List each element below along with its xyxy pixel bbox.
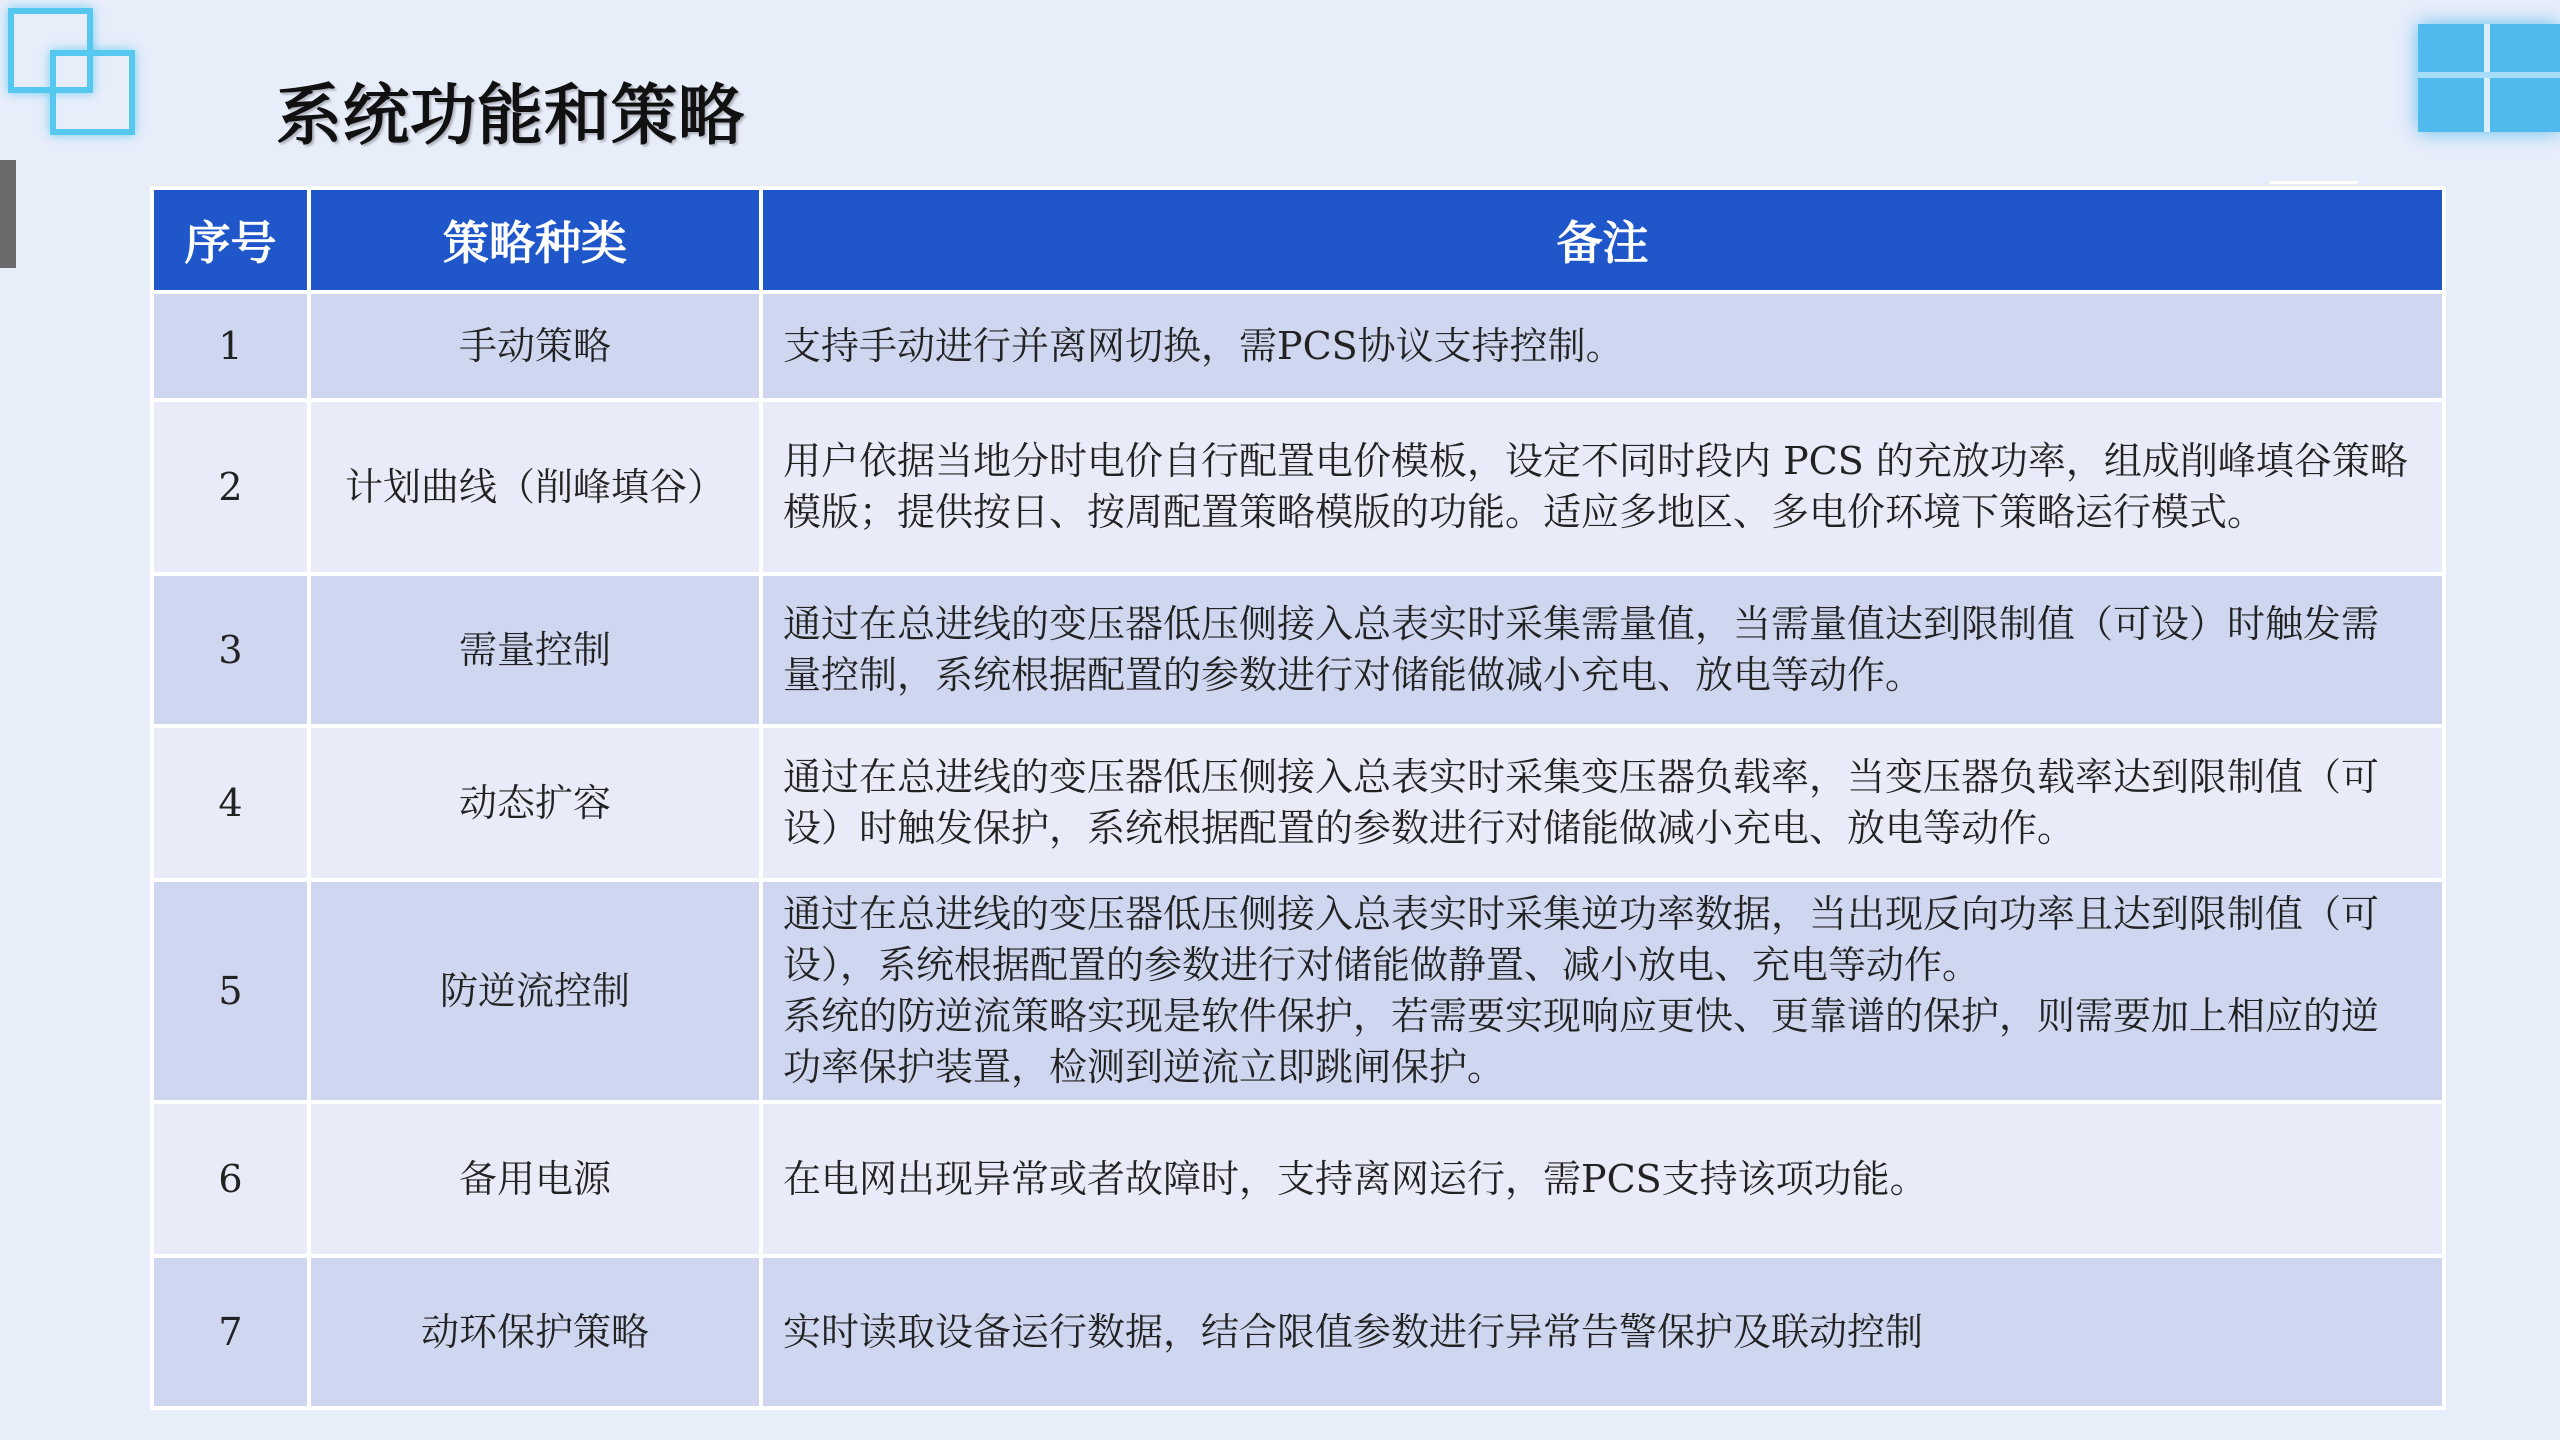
strategy-table <box>150 186 2446 1410</box>
row-note: 通过在总进线的变压器低压侧接入总表实时采集变压器负载率，当变压器负载率达到限制值（可设）时触发保护，系统根据配置的参数进行对储能做减小充电、放电等动作。 <box>761 726 2444 880</box>
row-index: 2 <box>152 400 309 574</box>
row-note: 支持手动进行并离网切换，需PCS协议支持控制。 <box>761 292 2444 400</box>
page-title: 系统功能和策略 <box>276 77 745 154</box>
header-index: 序号 <box>152 188 309 292</box>
row-index: 1 <box>152 292 309 400</box>
table-row <box>152 726 2444 880</box>
table-row <box>152 1256 2444 1408</box>
row-strategy-type: 防逆流控制 <box>309 880 761 1102</box>
table-row <box>152 574 2444 726</box>
row-note: 在电网出现异常或者故障时，支持离网运行，需PCS支持该项功能。 <box>761 1102 2444 1256</box>
row-note: 通过在总进线的变压器低压侧接入总表实时采集需量值，当需量值达到限制值（可设）时触发需量控制，系统根据配置的参数进行对储能做减小充电、放电等动作。 <box>761 574 2444 726</box>
table-row <box>152 1102 2444 1256</box>
left-accent-bar <box>0 160 16 268</box>
row-index: 5 <box>152 880 309 1102</box>
table-row <box>152 292 2444 400</box>
row-strategy-type: 备用电源 <box>309 1102 761 1256</box>
decorative-corner-block <box>2418 24 2560 132</box>
row-index: 3 <box>152 574 309 726</box>
row-strategy-type: 需量控制 <box>309 574 761 726</box>
row-index: 7 <box>152 1256 309 1408</box>
header-strategy-type: 策略种类 <box>309 188 761 292</box>
decorative-divider <box>2418 72 2560 78</box>
decorative-divider <box>2484 24 2490 132</box>
row-strategy-type: 手动策略 <box>309 292 761 400</box>
decorative-line <box>2270 181 2358 184</box>
row-index: 4 <box>152 726 309 880</box>
row-strategy-type: 计划曲线（削峰填谷） <box>309 400 761 574</box>
table-row <box>152 400 2444 574</box>
row-index: 6 <box>152 1102 309 1256</box>
decorative-squares-logo <box>8 8 148 148</box>
table-header-row <box>152 188 2444 292</box>
row-strategy-type: 动态扩容 <box>309 726 761 880</box>
row-note: 实时读取设备运行数据，结合限值参数进行异常告警保护及联动控制 <box>761 1256 2444 1408</box>
row-note: 用户依据当地分时电价自行配置电价模板，设定不同时段内 PCS 的充放功率，组成削峰填谷策略模版；提供按日、按周配置策略模版的功能。适应多地区、多电价环境下策略运行模式。 <box>761 400 2444 574</box>
row-strategy-type: 动环保护策略 <box>309 1256 761 1408</box>
decorative-square <box>50 50 135 135</box>
table-row <box>152 880 2444 1102</box>
row-note: 通过在总进线的变压器低压侧接入总表实时采集逆功率数据，当出现反向功率且达到限制值（可设），系统根据配置的参数进行对储能做静置、减小放电、充电等动作。 系统的防逆流策略实现是软件保护，若需要实现响应更快、更靠谱的保护，则需要加上相应的逆功率保护装置，检测到逆流立即跳闸保护。 <box>761 880 2444 1102</box>
header-notes: 备注 <box>761 188 2444 292</box>
